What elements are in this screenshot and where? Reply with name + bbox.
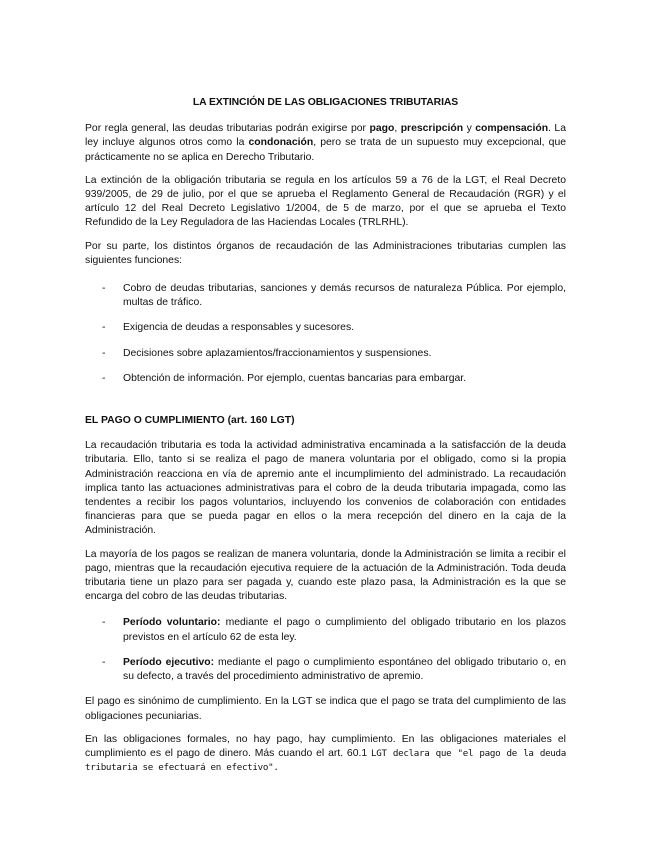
formal-text: En las obligaciones formales, no hay pago, hay cumplimiento. En las obligaciones materiales el cumplimiento es el pago de dinero. Más cuando el art. 60.1 <box>85 733 566 759</box>
list-item-text: Cobro de deudas tributarias, sanciones y demás recursos de naturaleza Pública. Por ejemplo, multas de tráfico. <box>123 283 566 309</box>
intro-text-2: . La ley incluye algunos otros como la <box>85 123 566 149</box>
term-condonacion: condonación <box>248 137 314 149</box>
list-item-text: Obtención de información. Por ejemplo, cuentas bancarias para embargar. <box>123 372 467 384</box>
formal-obligations-paragraph <box>85 733 566 776</box>
functions-list <box>85 282 566 386</box>
list-item <box>85 321 566 335</box>
functions-intro-paragraph: Por su parte, los distintos órganos de recaudación de las Administraciones tributarias cumplen las siguientes funciones: <box>85 240 566 266</box>
period-term: Período ejecutivo: <box>123 656 215 668</box>
list-dash: - <box>102 656 106 668</box>
document-content <box>85 96 566 784</box>
list-item <box>85 372 566 386</box>
list-dash: - <box>102 283 106 295</box>
list-dash: - <box>102 347 106 359</box>
payment-definition-paragraph: El pago es sinónimo de cumplimiento. En la LGT se indica que el pago se trata del cumplimiento de las obligaciones pecuniarias. <box>85 696 566 722</box>
page-title: LA EXTINCIÓN DE LAS OBLIGACIONES TRIBUTARIAS <box>192 97 459 108</box>
list-dash: - <box>102 617 106 629</box>
list-dash: - <box>102 322 106 334</box>
intro-sep-1: , <box>394 123 401 135</box>
list-item <box>85 347 566 361</box>
list-item <box>85 616 566 644</box>
list-item-text: Decisiones sobre aplazamientos/fraccionamientos y suspensiones. <box>123 347 432 359</box>
recaudacion-paragraph: La recaudación tributaria es toda la actividad administrativa encaminada a la satisfacción de la deuda tributaria. Ello, tanto si se realiza el pago de manera voluntaria por el obligado, como si la propia Administración reacciona en vía de apremio ante el incumplimiento del administrado. La recaudación implica tanto las actuaciones administrativas para el cobro de la deuda tributaria impagada, como las tendentes a recibir los pagos voluntarios, incluyendo los convenios de colaboración con entidades financieras para que se pueda pagar en ellos o la mera recepción del dinero en la caja de la Administración. <box>85 440 566 537</box>
regulation-paragraph: La extinción de la obligación tributaria se regula en los artículos 59 a 76 de la LGT, el Real Decreto 939/2005, de 29 de julio, por el que se aprueba el Reglamento General de Recaudación (RGR) y el artículo 12 del Real Decreto Legislativo 1/2004, de 5 de marzo, por el que se aprueba el Texto Refundido de la Ley Reguladora de las Haciendas Locales (TRLRHL). <box>85 174 566 229</box>
voluntary-paragraph: La mayoría de los pagos se realizan de manera voluntaria, donde la Administración se limita a recibir el pago, mientras que la recaudación ejecutiva requiere de la actuación de la Administración. Toda deuda tributaria tiene un plazo para ser pagada y, cuando este plazo pasa, la Administración es la que se encarga del cobro de las deudas tributarias. <box>85 548 566 603</box>
periods-list <box>85 616 566 684</box>
term-pago: pago <box>369 123 395 135</box>
intro-sep-2: y <box>463 123 476 135</box>
period-text: mediante el pago o cumplimiento espontáneo del obligado tributario o, en su defecto, a través del procedimiento administrativo de apremio. <box>123 656 567 683</box>
period-term: Período voluntario: <box>123 617 221 629</box>
intro-paragraph <box>85 122 566 165</box>
period-text: mediante el pago o cumplimiento del obligado tributario en los plazos previstos en el artículo 62 de esta ley. <box>123 617 566 643</box>
intro-text-3: , pero se trata de un supuesto muy excepcional, que prácticamente no se aplica en Derecho Tributario. <box>85 137 566 163</box>
list-item-text: Exigencia de deudas a responsables y sucesores. <box>123 322 355 334</box>
lgt-quote: LGT declara que "el pago de la deuda tributaria se efectuará en efectivo". <box>85 747 566 774</box>
list-item <box>85 656 566 684</box>
intro-text-1: Por regla general, las deudas tributarias podrán exigirse por <box>85 123 370 135</box>
term-prescripcion: prescripción <box>400 123 464 135</box>
list-item <box>85 282 566 310</box>
list-dash: - <box>102 372 106 384</box>
term-compensacion: compensación <box>475 123 549 135</box>
section-heading: EL PAGO O CUMPLIMIENTO (art. 160 LGT) <box>85 415 295 427</box>
